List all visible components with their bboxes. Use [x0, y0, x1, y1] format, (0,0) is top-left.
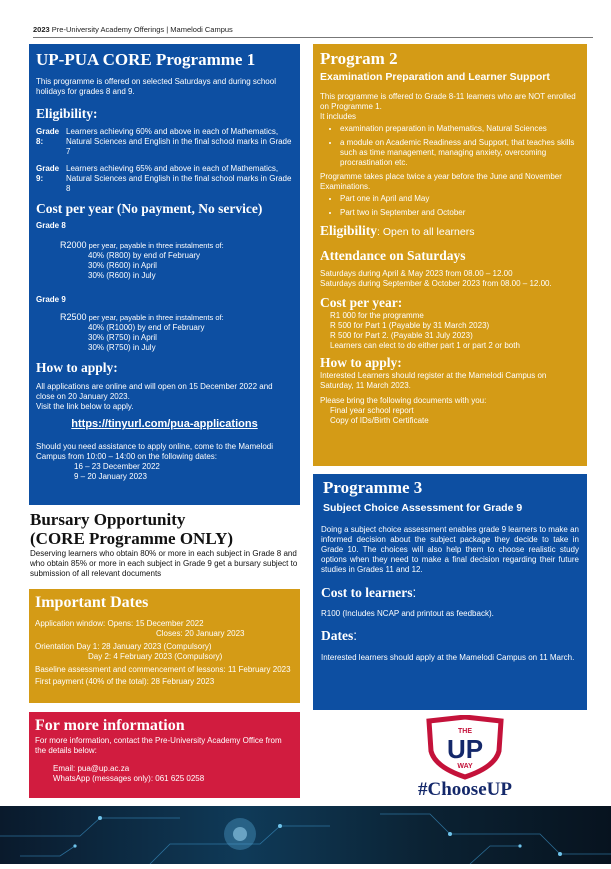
dates-line: Day 2: 4 February 2023 (Compulsory) — [88, 652, 223, 661]
grade8-eligibility — [36, 127, 293, 157]
assist-text: Should you need assistance to apply online, come to the Mamelodi Campus from 10:00 – 14:00 on the following dates: — [36, 442, 274, 461]
logo-way: WAY — [457, 763, 473, 770]
cost-heading: Cost per year (No payment, No service) — [36, 201, 263, 216]
g9-cost — [60, 312, 293, 353]
program2-docs-text: Please bring the following documents with you: — [320, 396, 487, 405]
program2-cost-line: R 500 for Part 2. (Payable 31 July 2023) — [330, 331, 473, 340]
bursary-section — [30, 510, 300, 579]
dates-line: Application window: Opens: 15 December 2022 — [35, 619, 204, 628]
program3-dates-heading: Dates — [321, 628, 354, 643]
g8-line: 40% (R800) by end of February — [88, 251, 201, 260]
grade8-text: Learners achieving 60% and above in each of Mathematics, Natural Sciences and English in the final school marks in Grade 7 — [66, 127, 292, 156]
program3-dates-text: Interested learners should apply at the Mamelodi Campus on 11 March. — [321, 653, 575, 662]
grade9-label: Grade 9: — [36, 164, 60, 183]
program3-cost-heading: Cost to learners — [321, 585, 413, 600]
attendance-heading: Attendance on Saturdays — [320, 248, 466, 263]
program3-text: Doing a subject choice assessment enables grade 9 learners to make an informed decision about the subject package they decide to take in Grade 10. The choices will also help them to choose realistic study options when they need to make a final decision regarding their future studies in Grades 11 and 12. — [321, 525, 579, 574]
g8-line: 30% (R600) in April — [88, 261, 157, 270]
program2-includes-list — [320, 124, 580, 168]
program2-cost-line: R1 000 for the programme — [330, 311, 424, 320]
apply-heading: How to apply: — [36, 360, 118, 375]
info-whatsapp: WhatsApp (messages only): 061 625 0258 — [53, 774, 205, 783]
g8-cost — [60, 240, 293, 281]
g9-line: 30% (R750) in April — [88, 333, 157, 342]
core-programme-box — [29, 44, 300, 505]
g8-line: 30% (R600) in July — [88, 271, 156, 280]
program3-cost-text: R100 (Includes NCAP and printout as feedback). — [321, 609, 494, 618]
g9-amount: R2500 — [60, 312, 87, 322]
more-info-box — [29, 712, 300, 798]
list-item: • Part one in April and May — [340, 194, 580, 204]
g8-heading: Grade 8 — [36, 221, 66, 230]
applications-link[interactable]: https://tinyurl.com/pua-applications — [71, 418, 258, 430]
program2-cost-line: Learners can elect to do either part 1 or part 2 or both — [330, 341, 520, 350]
program2-title: Program 2 — [320, 49, 398, 68]
dates-line: Closes: 20 January 2023 — [156, 629, 245, 638]
list-item: • a module on Academic Readiness and Support, that teaches skills such as time management, managing anxiety, overcoming procrastination etc. — [340, 138, 580, 168]
important-dates-box — [29, 589, 300, 703]
program2-apply-heading: How to apply: — [320, 355, 402, 370]
up-logo — [395, 715, 535, 805]
apply-visit: Visit the link below to apply. — [36, 402, 134, 411]
program3-box: Programme 3 Subject Choice Assessment for Grade 9 Doing a subject choice assessment enables grade 9 learners to make an informed decision about the subject package they decide to take in Grade 10. The choices will also help them to choose realistic study options when they need to make a final decision regarding their future studies in Grades 11 and 12. Cost to learners: R100 (Includes NCAP and printout as feedback). Dates: Interested learners should apply at the Mamelodi Campus on 11 March. — [313, 474, 587, 710]
program2-cost-heading: Cost per year: — [320, 295, 403, 310]
program2-box — [313, 44, 587, 466]
program3-title: Programme 3 — [323, 478, 423, 497]
grade9-text: Learners achieving 65% and above in each of Mathematics, Natural Sciences and English in the final school marks in Grade 8 — [66, 164, 292, 193]
grade9-eligibility — [36, 164, 293, 194]
header-text: Pre-University Academy Offerings | Mamelodi Campus — [49, 25, 233, 34]
logo-the: THE — [458, 728, 472, 735]
assist-date: 16 – 23 December 2022 — [74, 462, 160, 471]
grade8-label: Grade 8: — [36, 127, 60, 146]
g9-heading: Grade 9 — [36, 295, 66, 304]
core-intro: This programme is offered on selected Saturdays and during school holidays for grades 8 and 9. — [36, 77, 276, 96]
page-header — [33, 25, 593, 38]
program2-parts-list — [320, 194, 580, 218]
apply-text: All applications are online and will open on 15 December 2022 and close on 20 January 2023. — [36, 382, 273, 401]
program2-cost-line: R 500 for Part 1 (Payable by 31 March 2023) — [330, 321, 490, 330]
bursary-text: Deserving learners who obtain 80% or more in each subject in Grade 8 and who obtain 85% or more in each subject in Grade 9 get a bursary subject to submission of all relevant documents — [30, 549, 298, 578]
circuit-decoration — [0, 806, 611, 864]
program2-intro: This programme is offered to Grade 8-11 learners who are NOT enrolled on Programme 1. — [320, 92, 576, 111]
g9-line: 30% (R750) in July — [88, 343, 156, 352]
info-title: For more information — [35, 717, 185, 734]
g9-desc: per year, payable in three instalments of: — [86, 313, 224, 322]
program2-doc: Copy of IDs/Birth Certificate — [330, 416, 429, 425]
logo-up: UP — [446, 734, 484, 764]
list-item: • examination preparation in Mathematics, Natural Sciences — [340, 124, 580, 134]
eligibility-heading: Eligibility: — [36, 106, 98, 121]
dates-line: First payment (40% of the total): 28 February 2023 — [35, 677, 215, 686]
footer-banner — [0, 806, 611, 864]
program2-doc: Final year school report — [330, 406, 414, 415]
dates-line: Baseline assessment and commencement of lessons: 11 February 2023 — [35, 665, 291, 674]
g8-desc: per year, payable in three instalments of: — [86, 241, 224, 250]
program2-subtitle: Examination Preparation and Learner Support — [320, 71, 550, 83]
list-item: • Part two in September and October — [340, 208, 580, 218]
info-text: For more information, contact the Pre-University Academy Office from the details below: — [35, 736, 282, 755]
dates-title: Important Dates — [35, 594, 149, 611]
header-year: 2023 — [33, 25, 50, 34]
program2-eligibility-heading: Eligibility — [320, 223, 378, 238]
g8-amount: R2000 — [60, 240, 87, 250]
program2-twice: Programme takes place twice a year before the June and November Examinations. — [320, 172, 562, 191]
program3-subtitle: Subject Choice Assessment for Grade 9 — [323, 502, 523, 514]
bursary-title: Bursary Opportunity — [30, 510, 186, 529]
bursary-subtitle: (CORE Programme ONLY) — [30, 529, 234, 548]
hashtag: #ChooseUP — [418, 779, 512, 800]
dates-line: Orientation Day 1: 28 January 2023 (Compulsory) — [35, 642, 212, 651]
core-title: UP-PUA CORE Programme 1 — [36, 50, 256, 69]
info-email[interactable]: Email: pua@up.ac.za — [53, 764, 130, 773]
program2-includes: It includes — [320, 112, 357, 121]
program2-apply-text: Interested Learners should register at the Mamelodi Campus on Saturday, 11 March 2023. — [320, 371, 547, 390]
attendance-line: Saturdays during April & May 2023 from 08.00 – 12.00 — [320, 269, 513, 278]
assist-date: 9 – 20 January 2023 — [74, 472, 147, 481]
g9-line: 40% (R1000) by end of February — [88, 323, 205, 332]
program2-eligibility-text: : Open to all learners — [377, 226, 475, 238]
attendance-line: Saturdays during September & October 2023 from 08.00 – 12.00. — [320, 279, 552, 288]
